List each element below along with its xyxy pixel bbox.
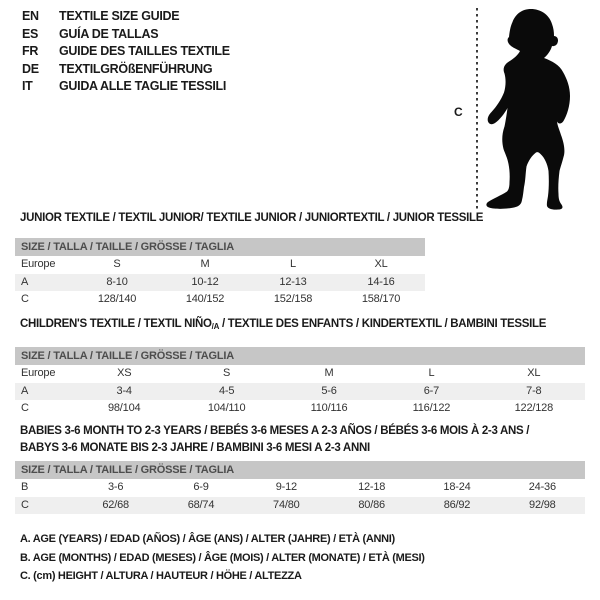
size-value: M	[200, 258, 210, 270]
size-value: 128/140	[97, 293, 137, 305]
language-code: EN	[22, 9, 39, 23]
legend-line-c: C. (cm) HEIGHT / ALTURA / HAUTEUR / HÖHE / ALTEZZA	[20, 570, 302, 582]
junior-size-table	[15, 238, 425, 309]
size-value: 7-8	[526, 384, 542, 397]
size-value: 12-18	[358, 481, 386, 493]
size-value: S	[113, 258, 121, 270]
table-row	[15, 479, 585, 497]
size-value: 98/104	[107, 402, 141, 414]
children-title-part: / TEXTILE DES ENFANTS / KINDERTEXTIL / BAMBINI TESSILE	[219, 318, 547, 330]
size-value: M	[324, 367, 334, 379]
measurement-legend	[20, 530, 425, 586]
language-title: GUÍA DE TALLAS	[59, 26, 159, 41]
row-label: C	[21, 293, 29, 305]
size-value: S	[223, 367, 231, 379]
size-value: XL	[527, 367, 541, 379]
table-row	[15, 365, 585, 383]
language-row-it	[22, 78, 230, 96]
row-label: Europe	[21, 258, 56, 270]
size-value: 140/152	[185, 293, 225, 305]
size-value: 6-9	[193, 481, 209, 493]
children-section-title	[15, 317, 585, 334]
size-value: 158/170	[361, 293, 401, 305]
size-header-bar: SIZE / TALLA / TAILLE / GRÖSSE / TAGLIA	[15, 238, 425, 256]
language-row-es	[22, 26, 230, 44]
junior-section	[15, 211, 483, 309]
size-value: 24-36	[528, 481, 556, 493]
language-title: GUIDA ALLE TAGLIE TESSILI	[59, 79, 227, 93]
height-figure	[448, 5, 588, 217]
size-value: 9-12	[275, 481, 297, 493]
row-label: B	[21, 481, 29, 493]
babies-section	[15, 423, 585, 514]
size-value: 110/116	[310, 402, 348, 414]
table-row	[15, 497, 585, 515]
language-title: TEXTILGRÖßENFÜHRUNG	[59, 61, 213, 76]
size-value: 80/86	[358, 498, 385, 511]
size-value: 12-13	[279, 275, 307, 288]
babies-size-table	[15, 461, 585, 514]
size-value: 18-24	[443, 481, 471, 493]
size-value: L	[290, 258, 296, 270]
size-value: 14-16	[367, 275, 395, 288]
size-value: 116/122	[412, 402, 451, 414]
size-value: 3-6	[108, 481, 124, 493]
language-list	[22, 8, 230, 96]
language-code: DE	[22, 61, 39, 76]
table-row	[15, 383, 585, 401]
baby-silhouette-icon	[482, 5, 582, 210]
size-value: 74/80	[273, 498, 300, 511]
size-value: 5-6	[321, 384, 337, 397]
size-value: XL	[374, 258, 388, 270]
language-code: ES	[22, 26, 39, 41]
size-value: XS	[117, 367, 132, 379]
table-row	[15, 400, 585, 418]
children-title-part: CHILDREN'S TEXTILE / TEXTIL NIÑO	[20, 318, 212, 330]
table-row	[15, 274, 425, 292]
size-header-bar: SIZE / TALLA / TAILLE / GRÖSSE / TAGLIA	[15, 461, 585, 479]
language-row-en	[22, 8, 230, 26]
size-value: 68/74	[187, 498, 215, 511]
language-row-fr	[22, 43, 230, 61]
row-label: C	[21, 498, 29, 511]
size-value: 8-10	[106, 275, 128, 288]
table-row	[15, 291, 425, 309]
legend-line-b: B. AGE (MONTHS) / EDAD (MESES) / ÂGE (MOIS) / ALTER (MONATE) / ETÀ (MESI)	[20, 551, 425, 564]
language-title: TEXTILE SIZE GUIDE	[59, 9, 180, 23]
children-size-table	[15, 347, 585, 418]
size-value: 86/92	[443, 498, 471, 511]
size-value: 6-7	[423, 384, 440, 397]
language-code: FR	[22, 44, 39, 58]
size-value: 104/110	[207, 402, 246, 414]
legend-line-a: A. AGE (YEARS) / EDAD (AÑOS) / ÂGE (ANS) / ALTER (JAHRE) / ETÀ (ANNI)	[20, 533, 395, 545]
size-value: 4-5	[218, 384, 235, 397]
size-header-bar: SIZE / TALLA / TAILLE / GRÖSSE / TAGLIA	[15, 347, 585, 365]
language-title: GUIDE DES TAILLES TEXTILE	[59, 44, 230, 58]
size-value: L	[428, 367, 435, 379]
row-label: Europe	[21, 367, 56, 379]
babies-section-title-line1: BABIES 3-6 MONTH TO 2-3 YEARS / BEBÉS 3-6 MESES A 2-3 AÑOS / BÉBÉS 3-6 MOIS À 2-3 ANS /	[20, 425, 530, 437]
height-measure-dotted-line	[476, 8, 478, 210]
size-value: 3-4	[116, 384, 132, 397]
language-code: IT	[22, 79, 33, 93]
row-label: A	[21, 275, 29, 288]
size-value: 152/158	[273, 293, 313, 305]
size-value: 10-12	[191, 275, 219, 288]
size-value: 62/68	[102, 498, 129, 511]
size-value: 92/98	[529, 498, 556, 511]
babies-section-title-line2: BABYS 3-6 MONATE BIS 2-3 JAHRE / BAMBINI 3-6 MESI A 2-3 ANNI	[20, 442, 370, 454]
table-row	[15, 256, 425, 274]
row-label: C	[21, 402, 29, 414]
row-label: A	[21, 384, 29, 397]
children-section	[15, 317, 585, 418]
language-row-de	[22, 61, 230, 79]
size-value: 122/128	[514, 402, 554, 414]
height-measure-label: C	[454, 105, 463, 119]
children-title-subscript: /A	[211, 322, 220, 331]
junior-section-title: JUNIOR TEXTILE / TEXTIL JUNIOR/ TEXTILE JUNIOR / JUNIORTEXTIL / JUNIOR TESSILE	[20, 212, 484, 224]
